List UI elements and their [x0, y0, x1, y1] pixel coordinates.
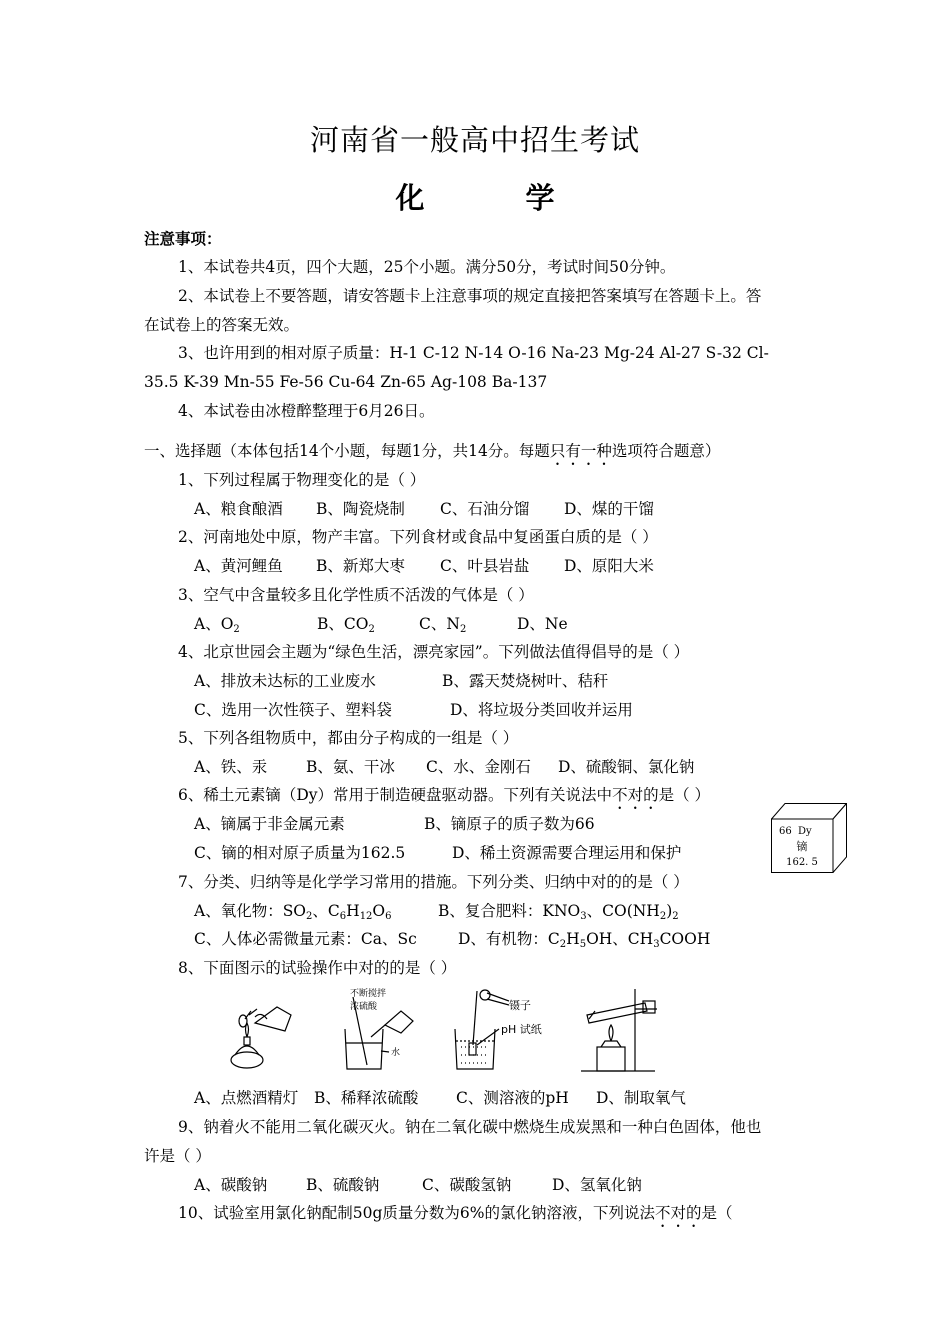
lab-operation-figures	[225, 985, 685, 1075]
option-b: B、$CO_2$	[317, 615, 375, 635]
option-a: A、$O_2$	[194, 615, 240, 635]
question-1-stem: 1、下列过程属于物理变化的是（ ）	[178, 471, 426, 489]
section-heading: 一、选择题（本体包括14个小题，每题1分，共14分。每题只有一种选项符合题意）	[144, 442, 721, 460]
option-d: D、硫酸铜、氯化钠	[558, 758, 695, 776]
svg-text:镊子: 镊子	[509, 999, 531, 1012]
element-name: 镝	[796, 840, 808, 853]
option-b: B、露天焚烧树叶、秸秆	[442, 672, 609, 690]
notice-item-3-cont: 35.5 K-39 Mn-55 Fe-56 Cu-64 Zn-65 Ag-108 Ba-137	[144, 373, 548, 391]
exam-title: 河南省一般高中招生考试	[309, 123, 640, 157]
option-b: B、稀释浓硫酸	[314, 1089, 419, 1107]
option-b: B、镝原子的质子数为66	[424, 815, 595, 833]
option-a: A、氧化物：$SO_2$、$C_6H_{12}O_6$	[194, 902, 392, 922]
option-a: A、粮食酿酒	[194, 500, 283, 518]
option-c: C、水、金刚石	[426, 758, 531, 776]
notice-item-3: 3、也许用到的相对原子质量：H-1 C-12 N-14 O-16 Na-23 Mg-24 Al-27 S-32 Cl-	[178, 344, 769, 362]
question-4-options-ab	[194, 671, 608, 691]
question-3-options	[194, 614, 568, 634]
svg-text:pH 试纸: pH 试纸	[501, 1023, 542, 1036]
question-2-stem: 2、河南地处中原，物产丰富。下列食材或食品中复函蛋白质的是（ ）	[178, 528, 658, 546]
element-card-dy	[771, 803, 847, 873]
option-a: A、镝属于非金属元素	[194, 815, 345, 833]
option-d: D、有机物：$C_2H_5OH$、$CH_3COOH$	[458, 930, 711, 950]
question-1-options	[194, 499, 654, 519]
option-c: C、选用一次性筷子、塑料袋	[194, 701, 392, 719]
option-b: B、硫酸钠	[306, 1176, 380, 1194]
question-8-stem: 8、下面图示的试验操作中对的的是（ ）	[178, 959, 457, 977]
option-d: D、将垃圾分类回收并运用	[450, 701, 633, 719]
option-c: C、石油分馏	[440, 500, 530, 518]
figure-d-oxygen-apparatus	[581, 989, 657, 1071]
question-8-options	[194, 1088, 686, 1108]
figure-a-alcohol-lamp	[231, 1007, 291, 1068]
option-d: D、氢氧化钠	[552, 1176, 642, 1194]
svg-text:浓硫酸: 浓硫酸	[350, 1002, 378, 1012]
question-5-stem: 5、下列各组物质中，都由分子构成的一组是（ ）	[178, 729, 519, 747]
option-d: D、稀土资源需要合理运用和保护	[452, 844, 682, 862]
option-a: A、铁、汞	[194, 758, 268, 776]
question-4-options-cd	[194, 700, 633, 720]
notice-item-2-cont: 在试卷上的答案无效。	[144, 316, 300, 334]
option-d: D、煤的干馏	[564, 500, 654, 518]
option-a: A、排放未达标的工业废水	[194, 672, 376, 690]
question-7-options-ab	[194, 901, 679, 921]
option-c: C、叶县岩盐	[440, 557, 530, 575]
option-a: A、点燃酒精灯	[194, 1089, 299, 1107]
notice-item-1: 1、本试卷共4页，四个大题，25个小题。满分50分，考试时间50分钟。	[178, 258, 676, 276]
element-mass: 162. 5	[786, 857, 818, 868]
question-7-options-cd	[194, 929, 710, 949]
option-b: B、新郑大枣	[316, 557, 405, 575]
question-2-options	[194, 556, 654, 576]
question-9-options	[194, 1175, 642, 1195]
subject-title: 化 学	[395, 181, 591, 215]
question-6-stem: 6、稀土元素镝（Dy）常用于制造硬盘驱动器。下列有关说法中不对的是（ ）	[178, 786, 711, 804]
option-d: D、原阳大米	[564, 557, 654, 575]
notice-item-2: 2、本试卷上不要答题，请安答题卡上注意事项的规定直接把答案填写在答题卡上。答	[178, 287, 762, 305]
svg-text:不断搅拌: 不断搅拌	[350, 989, 387, 999]
question-3-stem: 3、空气中含量较多且化学性质不活泼的气体是（ ）	[178, 586, 534, 604]
option-b: B、陶瓷烧制	[316, 500, 405, 518]
option-d: D、Ne	[517, 615, 568, 633]
question-6-options-cd	[194, 843, 681, 863]
notice-heading: 注意事项：	[144, 230, 222, 248]
question-5-options	[194, 757, 694, 777]
question-6-options-ab	[194, 814, 595, 834]
option-c: C、$N_2$	[419, 615, 467, 635]
element-number: 66	[779, 826, 792, 837]
option-a: A、黄河鲤鱼	[194, 557, 283, 575]
option-b: B、复合肥料：$KNO_3$、$CO(NH_2)_2$	[438, 902, 679, 922]
figure-c-ph-test	[455, 990, 542, 1069]
question-4-stem: 4、北京世园会主题为“绿色生活，漂亮家园”。下列做法值得倡导的是（ ）	[178, 643, 690, 661]
svg-text:水: 水	[391, 1048, 401, 1058]
option-b: B、氨、干冰	[306, 758, 395, 776]
element-symbol: Dy	[798, 826, 812, 837]
option-d: D、制取氧气	[596, 1089, 686, 1107]
question-10-stem: 10、试验室用氯化钠配制50g质量分数为6%的氯化钠溶液，下列说法不对的是（	[178, 1204, 733, 1222]
question-9-stem: 9、钠着火不能用二氧化碳灭火。钠在二氧化碳中燃烧生成炭黑和一种白色固体，他也	[178, 1118, 762, 1136]
notice-item-4: 4、本试卷由冰橙醉整理于6月26日。	[178, 402, 435, 420]
option-c: C、碳酸氢钠	[422, 1176, 512, 1194]
option-c: C、测溶液的pH	[456, 1089, 569, 1107]
question-9-stem-cont: 许是（ ）	[144, 1147, 211, 1165]
option-c: C、镝的相对原子质量为162.5	[194, 844, 406, 862]
question-7-stem: 7、分类、归纳等是化学学习常用的措施。下列分类、归纳中对的的是（ ）	[178, 873, 689, 891]
option-c: C、人体必需微量元素：Ca、Sc	[194, 930, 417, 948]
option-a: A、碳酸钠	[194, 1176, 268, 1194]
figure-b-dilute-acid	[345, 987, 413, 1069]
